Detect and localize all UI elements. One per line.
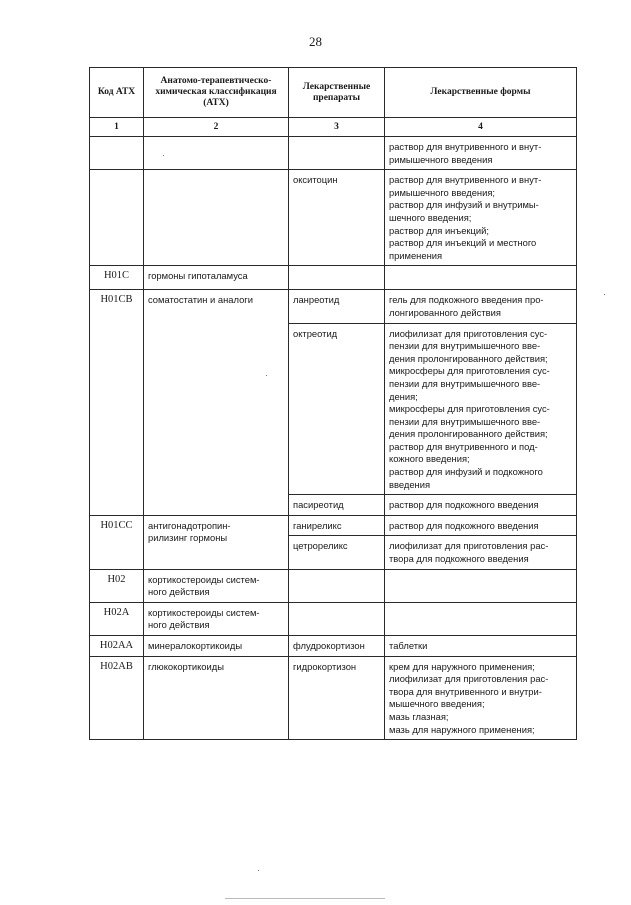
atx-code: H01CB [90,290,144,516]
drug-name [289,602,385,635]
drug-name: октреотид [289,323,385,495]
table-row [90,569,577,602]
table-header-row [90,68,577,118]
column-number: 1 [90,118,144,137]
drug-name: ганиреликс [289,515,385,536]
scan-speck [266,375,267,376]
header-classification: Анатомо-терапевтическо-химическая классификация (АТХ) [144,68,289,118]
scan-speck [258,870,259,871]
atx-code: H02AA [90,636,144,657]
drug-name: ланреотид [289,290,385,323]
page-number: 28 [309,34,322,49]
atx-classification: антигонадотропин- рилизинг гормоны [144,515,289,569]
atx-classification: кортикостероиды систем- ного действия [144,602,289,635]
scan-speck [163,155,164,156]
atx-table [89,67,577,740]
dosage-forms: раствор для внутривенного и внут- римышечного введения [385,137,577,170]
column-number: 4 [385,118,577,137]
drug-name: пасиреотид [289,495,385,516]
header-forms: Лекарственные формы [385,68,577,118]
dosage-forms [385,569,577,602]
dosage-forms: лиофилизат для приготовления сус- пензии для внутримышечного вве- дения пролонгированного действия; микросферы для приготовления сус- пензии для внутримышечного вве- дения; микросферы для приготовления сус- пензии для внутримышечного вве- дения пролонгированного действия; раствор для внутривенного и под- кожного введения; раствор для инфузий и подкожного введения [385,323,577,495]
dosage-forms [385,266,577,290]
atx-code: H02A [90,602,144,635]
atx-classification: гормоны гипоталамуса [144,266,289,290]
atx-code [90,170,144,266]
scan-speck [604,294,605,295]
header-code: Код АТХ [90,68,144,118]
table-row [90,515,577,536]
drug-name: цетрореликс [289,536,385,569]
atx-classification: минералокортикоиды [144,636,289,657]
table-row [90,636,577,657]
table-row [90,602,577,635]
drug-name [289,266,385,290]
drug-name: гидрокортизон [289,656,385,740]
drug-name: окситоцин [289,170,385,266]
atx-classification [144,170,289,266]
atx-code: H01C [90,266,144,290]
column-number-row [90,118,577,137]
drug-name: флудрокортизон [289,636,385,657]
dosage-forms [385,602,577,635]
table-row [90,137,577,170]
table-row [90,290,577,323]
atx-code: H01CC [90,515,144,569]
dosage-forms: лиофилизат для приготовления рас- твора для подкожного введения [385,536,577,569]
dosage-forms: раствор для внутривенного и внут- римышечного введения; раствор для инфузий и внутримы- шечного введения; раствор для инъекций; раствор для инъекций и местного применения [385,170,577,266]
dosage-forms: раствор для подкожного введения [385,515,577,536]
atx-classification [144,137,289,170]
dosage-forms: гель для подкожного введения про- лонгированного действия [385,290,577,323]
dosage-forms: раствор для подкожного введения [385,495,577,516]
scan-streak [225,898,385,899]
dosage-forms: крем для наружного применения; лиофилизат для приготовления рас- твора для внутривенного и внутри- мышечного введения; мазь глазная; мазь для наружного применения; [385,656,577,740]
drug-name [289,569,385,602]
atx-code: H02AB [90,656,144,740]
atx-classification: глюкокортикоиды [144,656,289,740]
table-row [90,170,577,266]
atx-code: H02 [90,569,144,602]
column-number: 3 [289,118,385,137]
header-drugs: Лекарственные препараты [289,68,385,118]
table-row [90,266,577,290]
drug-name [289,137,385,170]
dosage-forms: таблетки [385,636,577,657]
table-row [90,656,577,740]
atx-code [90,137,144,170]
atx-classification: кортикостероиды систем- ного действия [144,569,289,602]
column-number: 2 [144,118,289,137]
atx-classification: соматостатин и аналоги [144,290,289,516]
